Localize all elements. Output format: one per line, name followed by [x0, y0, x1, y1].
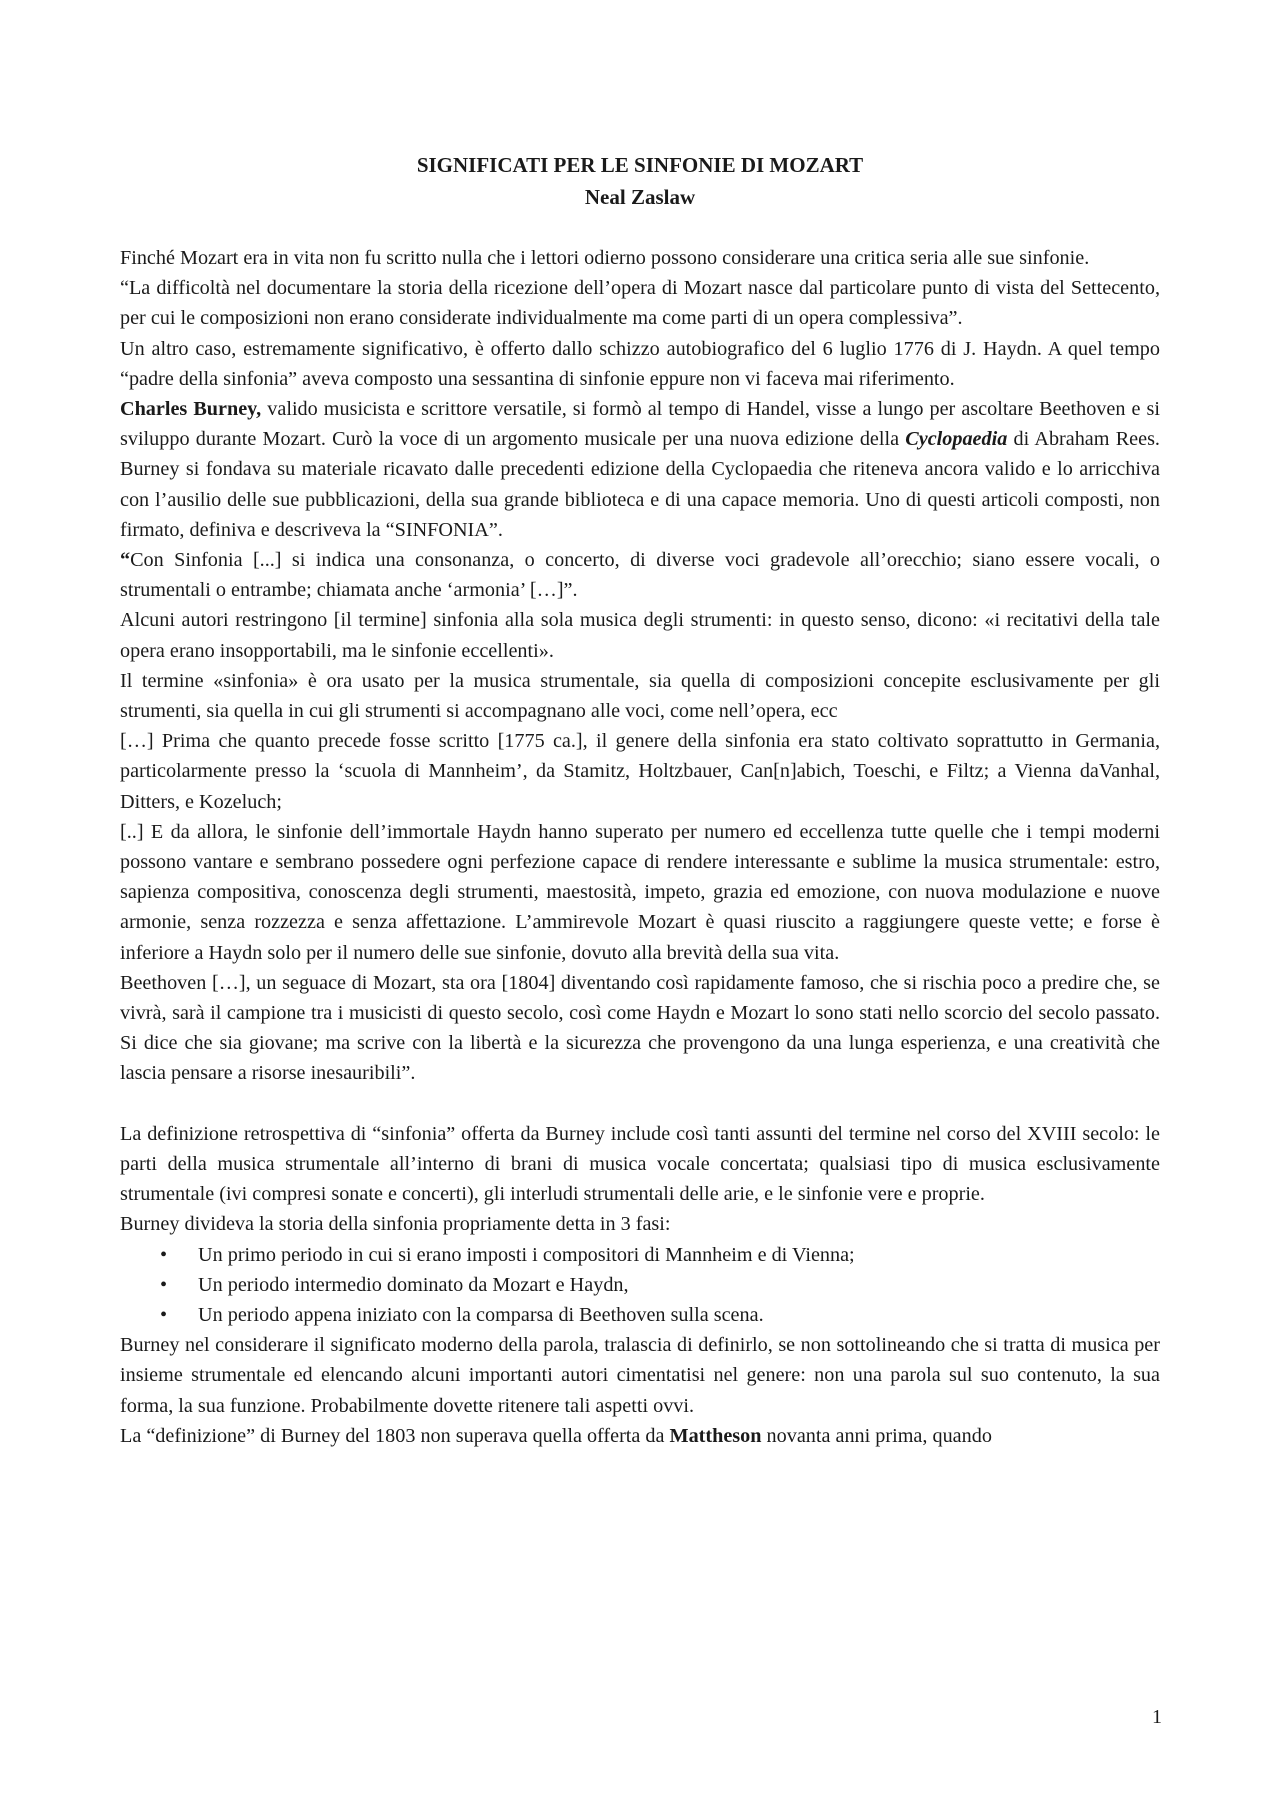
paragraph: […] Prima che quanto precede fosse scritto [1775 ca.], il genere della sinfonia era stato coltivato soprattutto in Germania, particolarmente presso la ‘scuola di Mannheim’, da Stamitz, Holtzbauer, Can[n]abich, Toeschi, e Filtz; a Vienna daVanhal, Ditters, e Kozeluch; — [120, 730, 1160, 813]
paragraph: [..] E da allora, le sinfonie dell’immortale Haydn hanno superato per numero ed eccellenza tutte quelle che i tempi moderni possono vantare e sembrano possedere ogni perfezione capace di rendere interessante e sublime la musica strumentale: estro, sapienza compositiva, conoscenza degli strumenti, maestosità, impeto, grazia ed emozione, con nuova modulazione e nuove armonie, senza rozzezza e senza affettazione. L’ammirevole Mozart è quasi riuscito a raggiungere queste vette; e forse è inferiore a Haydn solo per il numero delle sue sinfonie, dovuto alla brevità della sua vita. — [120, 820, 1160, 964]
paragraph: Finché Mozart era in vita non fu scritto nulla che i lettori odierno possono considerare una critica seria alle sue sinfonie. — [120, 247, 1090, 269]
paragraph: Il termine «sinfonia» è ora usato per la musica strumentale, sia quella di composizioni concepite esclusivamente per gli strumenti, sia quella in cui gli strumenti si accompagnano alle voci, come nell’opera, ecc — [120, 669, 1160, 723]
paragraph: La definizione retrospettiva di “sinfonia” offerta da Burney include così tanti assunti del termine nel corso del XVIII secolo: le parti della musica strumentale all’interno di brani di musica vocale concertata; qualsiasi tipo di musica esclusivamente strumentale (ivi compresi sonate e concerti), gli interludi strumentali delle arie, e le sinfonie vere e proprie. — [120, 1122, 1160, 1206]
bold-quote-mark: “ — [120, 549, 131, 572]
paragraph: Charles Burney, valido musicista e scrittore versatile, si formò al tempo di Handel, visse a lungo per ascoltare Beethoven e si sviluppo durante Mozart. Curò la voce di un argomento musicale per una nuova edizione della Cyclopaedia di Abraham Rees. Burney si fondava su materiale ricavato dalle precedenti edizione della Cyclopaedia che riteneva ancora valido e lo arricchiva con l’ausilio delle sue pubblicazioni, della sua grande biblioteca e di una capace memoria. Uno di questi articoli composti, non firmato, definiva e descriveva la “SINFONIA”. — [120, 398, 1160, 541]
bullet-icon: • — [160, 1273, 168, 1296]
paragraph: La “definizione” di Burney del 1803 non superava quella offerta da Mattheson novanta anni prima, quando — [120, 1424, 992, 1447]
emphasized-title: Cyclopaedia — [905, 428, 1008, 451]
bold-name: Mattheson — [669, 1424, 762, 1447]
paragraph: Alcuni autori restringono [il termine] sinfonia alla sola musica degli strumenti: in questo senso, dicono: «i recitativi della tale opera erano insopportabili, ma le sinfonie eccellenti». — [120, 609, 1160, 662]
paragraph: Beethoven […], un seguace di Mozart, sta ora [1804] diventando così rapidamente famoso, che si rischia poco a predire che, se vivrà, sarà il campione tra i musicisti di questo secolo, così come Haydn e Mozart lo sono stati nello scorcio del secolo passato. Si dice che sia giovane; ma scrive con la libertà e la sicurezza che provengono da una lunga esperienza, e una creatività che lascia pensare a risorse inesauribili”. — [120, 971, 1160, 1085]
paragraph: “Con Sinfonia [...] si indica una consonanza, o concerto, di diverse voci gradevole all’orecchio; siano essere vocali, o strumentali o entrambe; chiamata anche ‘armonia’ […]”. — [120, 549, 1160, 602]
page-number: 1 — [1152, 1706, 1162, 1728]
list-item: • Un periodo appena iniziato con la comparsa di Beethoven sulla scena. — [120, 1300, 1160, 1330]
list-item: • Un periodo intermedio dominato da Mozart e Haydn, — [120, 1270, 1160, 1300]
phase-list — [120, 1240, 1160, 1331]
bold-name: Charles Burney, — [120, 398, 262, 421]
document-author: Neal Zaslaw — [584, 185, 696, 209]
document-body — [120, 243, 1160, 1451]
paragraph: Burney nel considerare il significato moderno della parola, tralascia di definirlo, se non sottolineando che si tratta di musica per insieme strumentale ed elencando alcuni importanti autori cimentatisi nel genere: non una parola sul suo contenuto, la sua forma, la sua funzione. Probabilmente dovette ritenere tali aspetti ovvi. — [120, 1334, 1160, 1417]
bullet-icon: • — [160, 1243, 168, 1266]
paragraph: “La difficoltà nel documentare la storia della ricezione dell’opera di Mozart nasce dal particolare punto di vista del Settecento, per cui le composizioni non erano considerate individualmente ma come parti di un opera complessiva”. — [120, 277, 1160, 330]
bullet-icon: • — [160, 1303, 168, 1326]
list-item: • Un primo periodo in cui si erano imposti i compositori di Mannheim e di Vienna; — [120, 1240, 1160, 1270]
paragraph: Burney divideva la storia della sinfonia propriamente detta in 3 fasi: — [120, 1213, 671, 1236]
document-title: SIGNIFICATI PER LE SINFONIE DI MOZART — [416, 153, 864, 177]
paragraph: Un altro caso, estremamente significativo, è offerto dallo schizzo autobiografico del 6 luglio 1776 di J. Haydn. A quel tempo “padre della sinfonia” aveva composto una sessantina di sinfonie eppure non vi faceva mai riferimento. — [120, 337, 1160, 390]
